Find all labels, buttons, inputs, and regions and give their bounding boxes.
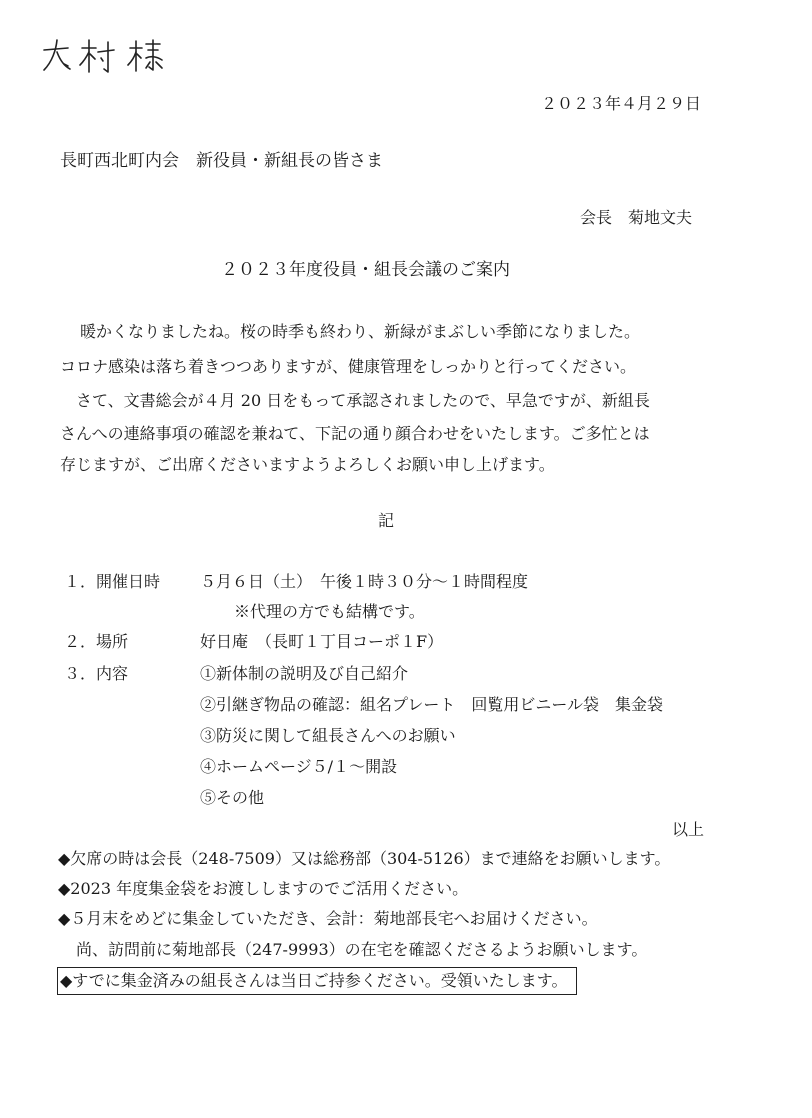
note-line: ◆５月末をめどに集金していただき、会計：菊地部長宅へお届けください。: [58, 909, 598, 928]
body-line: さんへの連絡事項の確認を兼ねて、下記の通り顔合わせをいたします。ご多忙とは: [60, 424, 650, 443]
item-value: 好日庵 （長町１丁目コーポ１F）: [200, 632, 444, 651]
content-line: ①新体制の説明及び自己紹介: [200, 664, 409, 683]
document-date: ２０２３年４月２９日: [541, 94, 702, 113]
ijou-closing: 以上: [672, 820, 705, 839]
ki-heading: 記: [378, 511, 395, 530]
item-note: ※代理の方でも結構です。: [234, 602, 425, 621]
item-label: 内容: [96, 664, 129, 683]
item-value: ５月６日（土） 午後１時３０分～１時間程度: [200, 572, 529, 591]
item-number: ３．: [64, 664, 97, 683]
item-label: 開催日時: [96, 572, 161, 591]
note-line: 尚、訪問前に菊地部長（247-9993）の在宅を確認くださるようお願いします。: [76, 940, 648, 959]
handwritten-addressee: [38, 36, 168, 76]
content-line: ③防災に関して組長さんへのお願い: [200, 726, 456, 745]
content-line: ②引継ぎ物品の確認：組名プレート 回覧用ビニール袋 集金袋: [200, 695, 664, 714]
body-line: コロナ感染は落ち着きつつありますが、健康管理をしっかりと行ってください。: [60, 357, 637, 376]
note-line: ◆2023 年度集金袋をお渡ししますのでご活用ください。: [58, 879, 469, 898]
item-number: ２．: [64, 632, 97, 651]
body-line: 暖かくなりましたね。桜の時季も終わり、新緑がまぶしい季節になりました。: [80, 322, 641, 341]
item-label: 場所: [96, 632, 129, 651]
body-line: さて、文書総会が４月 20 日をもって承認されましたので、早急ですが、新組長: [76, 391, 650, 410]
document-title: ２０２３年度役員・組長会議のご案内: [221, 260, 510, 280]
handwritten-signature-icon: [38, 36, 168, 76]
item-number: １．: [64, 572, 97, 591]
note-line: ◆欠席の時は会長（248-7509）又は総務部（304-5126）まで連絡をお願いします。: [58, 849, 671, 868]
body-line: 存じますが、ご出席くださいますようよろしくお願い申し上げます。: [60, 455, 555, 474]
content-line: ④ホームページ５/１～開設: [200, 757, 398, 776]
recipient-line: 長町西北町内会 新役員・新組長の皆さま: [60, 151, 383, 171]
boxed-note: ◆すでに集金済みの組長さんは当日ご持参ください。受領いたします。: [57, 967, 577, 995]
content-line: ⑤その他: [200, 788, 265, 807]
sender-line: 会長 菊地文夫: [580, 208, 693, 227]
